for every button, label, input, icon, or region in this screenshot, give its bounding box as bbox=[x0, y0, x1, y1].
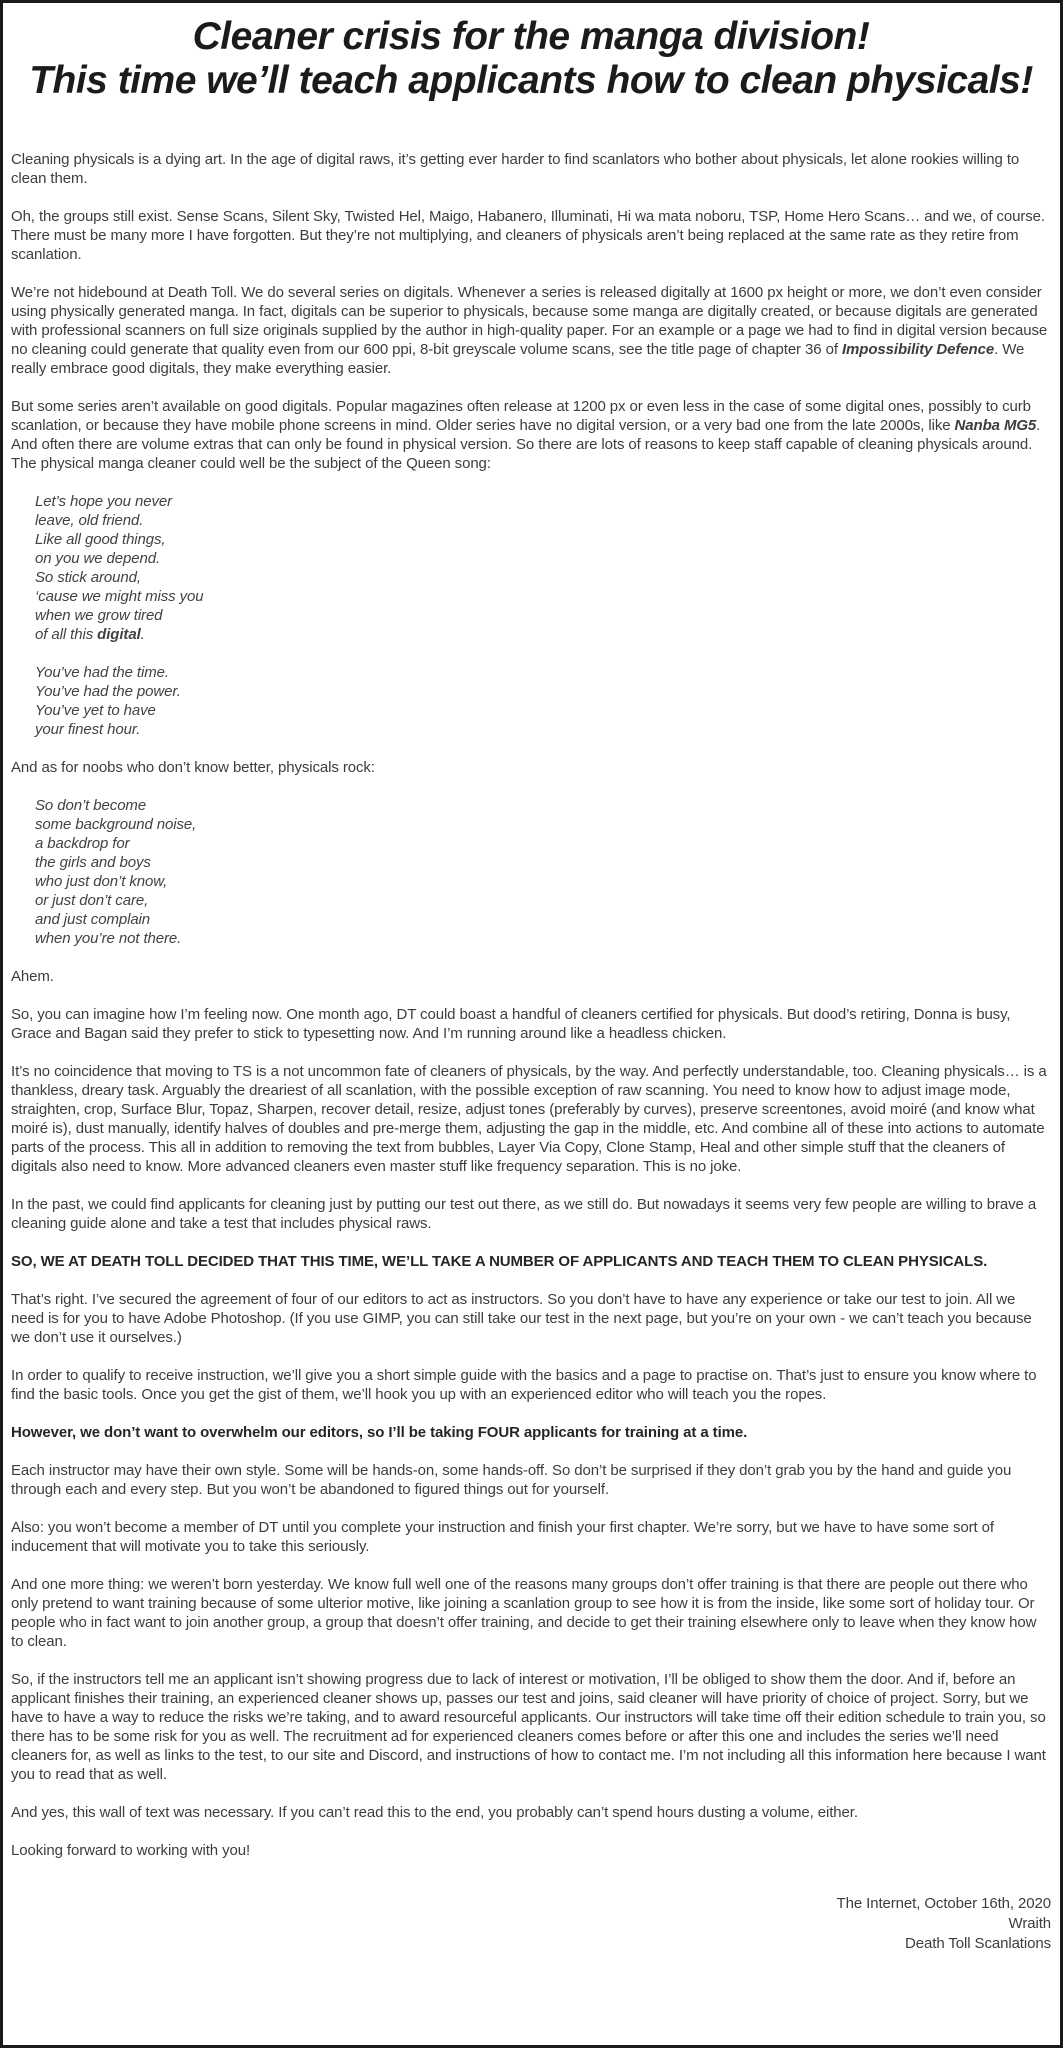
text-segment: Looking forward to working with you! bbox=[11, 1842, 251, 1860]
text-segment: Impossibility Defence bbox=[841, 341, 995, 359]
text-segment: and just complain bbox=[35, 911, 151, 929]
text-segment: It’s no coincidence that moving to TS is a not uncommon fate of cleaners of physicals, by the way. And perfectly understandable, too. Cleaning physicals… is a thankless, dreary task. Arguably the dreariest of all scanlation, with the possible exception of raw scanning. You need to know how to adjust image mode, straighten, crop, Surface Blur, Topaz, Sharpen, recover detail, resize, adjust tones (preferably by curves), preserve screentones, avoid moiré (and know what moiré is), dust manually, identify halves of doubles and pre-merge them, adjusting the gap in the middle, etc. And combine all of these into actions to automate parts of the process. This all in addition to removing the text from bubbles, Layer Via Copy, Clone Stamp, Heal and other simple stuff that the cleaners of digitals also need to know. More advanced cleaners even master stuff like frequency separation. This is no joke. bbox=[11, 1063, 1047, 1176]
paragraph-10 bbox=[11, 1252, 1051, 1271]
signature-group: Death Toll Scanlations bbox=[905, 1935, 1051, 1953]
text-segment: . We really embrace good digitals, they make everything easier. bbox=[11, 341, 1025, 378]
text-segment: SO, WE AT DEATH TOLL DECIDED THAT THIS TIME, WE’LL TAKE A NUMBER OF APPLICANTS AND TEACH THEM TO CLEAN PHYSICALS. bbox=[11, 1253, 988, 1271]
text-segment: digital bbox=[97, 626, 141, 644]
signature-author: Wraith bbox=[1008, 1915, 1051, 1933]
text-segment: ‘cause we might miss you bbox=[35, 588, 204, 606]
text-segment: on you we depend. bbox=[35, 550, 161, 568]
text-segment: who just don’t know, bbox=[35, 873, 168, 891]
paragraph-16 bbox=[11, 1575, 1051, 1651]
lyric-line bbox=[35, 910, 1051, 929]
text-segment: You’ve had the power. bbox=[35, 683, 181, 701]
paragraph-14 bbox=[11, 1461, 1051, 1499]
text-segment: You’ve had the time. bbox=[35, 664, 169, 682]
text-segment: . And often there are volume extras that can only be found in physical version. So there are lots of reasons to keep staff capable of cleaning physicals around. The physical manga cleaner could well be the subject of the Queen song: bbox=[11, 417, 1041, 473]
text-segment: or just don’t care, bbox=[35, 892, 149, 910]
text-segment: So, you can imagine how I’m feeling now. One month ago, DT could boast a handful of cleaners certified for physicals. But dood’s retiring, Donna is busy, Grace and Bagan said they prefer to stick to typesetting now. And I’m running around like a headless chicken. bbox=[11, 1006, 1011, 1043]
text-segment: In the past, we could find applicants for cleaning just by putting our test out there, as we still do. But nowadays it seems very few people are willing to brave a cleaning guide alone and take a test that includes physical raws. bbox=[11, 1196, 1037, 1233]
signature-date: The Internet, October 16th, 2020 bbox=[836, 1895, 1051, 1913]
text-segment: Cleaning physicals is a dying art. In the age of digital raws, it’s getting ever harder to find scanlators who bother about physicals, let alone rookies willing to clean them. bbox=[11, 151, 1020, 188]
text-segment: leave, old friend. bbox=[35, 512, 144, 530]
text-segment: Ahem. bbox=[11, 968, 54, 986]
page-title-line2: This time we’ll teach applicants how to clean physicals! bbox=[29, 58, 1033, 102]
lyric-line bbox=[35, 701, 1051, 720]
paragraph-8 bbox=[11, 1062, 1051, 1176]
paragraph-11 bbox=[11, 1290, 1051, 1347]
page-title-line1: Cleaner crisis for the manga division! bbox=[192, 15, 870, 58]
text-segment: We’re not hidebound at Death Toll. We do several series on digitals. Whenever a series is released digitally at 1600 px height or more, we don’t even consider using physically generated manga. In fact, digitals can be superior to physicals, because some manga are digitally created, or because digitals are generated with professional scanners on full size originals supplied by the author in high-quality paper. For an example or a page we had to find in digital version because no cleaning could generate that quality even from our 600 ppi, 8-bit greyscale volume scans, see the title page of chapter 36 of bbox=[11, 284, 1048, 359]
text-segment: a backdrop for bbox=[35, 835, 130, 853]
lyric-line bbox=[35, 834, 1051, 853]
lyric-line bbox=[35, 929, 1051, 948]
text-segment: But some series aren’t available on good digitals. Popular magazines often release at 1200 px or even less in the case of some digital ones, possibly to curb scanlation, or because they have mobile phone screens in mind. Older series have no digital version, or a very bad one from the late 2000s, like bbox=[11, 398, 1031, 435]
text-segment: Each instructor may have their own style. Some will be hands-on, some hands-off. So don’t be surprised if they don’t grab you by the hand and guide you through each and every step. But you won’t be abandoned to figured things out for yourself. bbox=[11, 1462, 1012, 1499]
text-segment: Like all good things, bbox=[35, 531, 166, 549]
paragraph-12 bbox=[11, 1366, 1051, 1404]
lyric-line bbox=[35, 891, 1051, 910]
text-segment: You’ve yet to have bbox=[35, 702, 156, 720]
lyrics-stanza-2 bbox=[11, 663, 1051, 739]
paragraph-1 bbox=[11, 150, 1051, 188]
lyric-line bbox=[35, 682, 1051, 701]
lyric-line bbox=[35, 872, 1051, 891]
text-segment: And yes, this wall of text was necessary. If you can’t read this to the end, you probably can’t spend hours dusting a volume, either. bbox=[11, 1804, 858, 1822]
text-segment: Oh, the groups still exist. Sense Scans, Silent Sky, Twisted Hel, Maigo, Habanero, Illuminati, Hi wa mata noboru, TSP, Home Hero Scans… and we, of course. There must be many more I have forgotten. But they’re not multiplying, and cleaners of physicals aren’t being replaced at the same rate as they retire from scanlation. bbox=[11, 208, 1045, 264]
text-segment: when we grow tired bbox=[35, 607, 163, 625]
text-segment: . bbox=[140, 626, 145, 644]
paragraph-19 bbox=[11, 1841, 1051, 1860]
lyric-line bbox=[35, 815, 1051, 834]
text-segment: Also: you won’t become a member of DT until you complete your instruction and finish your first chapter. We’re sorry, but we have to have some sort of inducement that will motivate you to take this seriously. bbox=[11, 1519, 994, 1556]
text-segment: In order to qualify to receive instruction, we’ll give you a short simple guide with the basics and a page to practise on. That’s just to ensure you know where to find the basic tools. Once you get the gist of them, we’ll hook you up with an experienced editor who will teach you the ropes. bbox=[11, 1367, 1037, 1404]
lyrics-stanza-3 bbox=[11, 796, 1051, 948]
paragraph-9 bbox=[11, 1195, 1051, 1233]
text-segment: when you’re not there. bbox=[35, 930, 182, 948]
lyric-line bbox=[35, 492, 1051, 511]
paragraph-17 bbox=[11, 1670, 1051, 1784]
lyric-line bbox=[35, 796, 1051, 815]
text-segment: So don’t become bbox=[35, 797, 147, 815]
paragraph-15 bbox=[11, 1518, 1051, 1556]
text-segment: your finest hour. bbox=[35, 721, 141, 739]
text-segment: So stick around, bbox=[35, 569, 141, 587]
lyric-line bbox=[35, 720, 1051, 739]
document-body bbox=[11, 150, 1051, 1860]
lyric-line bbox=[35, 511, 1051, 530]
text-segment: of all this bbox=[35, 626, 98, 644]
text-segment: However, we don’t want to overwhelm our editors, so I’ll be taking FOUR applicants for training at a time. bbox=[11, 1424, 748, 1442]
text-segment: So, if the instructors tell me an applicant isn’t showing progress due to lack of interest or motivation, I’ll be obliged to show them the door. And if, before an applicant finishes their training, an experienced cleaner shows up, passes our test and joins, said cleaner will have priority of choice of project. Sorry, but we have to have a way to reduce the risks we’re taking, and to award resourceful applicants. Our instructors will take time off their edition schedule to train you, so there has to be some risk for you as well. The recruitment ad for experienced cleaners comes before or after this one and includes the series we’ll need cleaners for, as well as links to the test, to our site and Discord, and instructions of how to contact me. I’m not including all this information here because I want you to read that as well. bbox=[11, 1671, 1046, 1784]
paragraph-5 bbox=[11, 758, 1051, 777]
lyric-line bbox=[35, 530, 1051, 549]
lyric-line bbox=[35, 549, 1051, 568]
text-segment: And as for noobs who don’t know better, physicals rock: bbox=[11, 759, 375, 777]
lyric-line bbox=[35, 587, 1051, 606]
text-segment: Let’s hope you never bbox=[35, 493, 172, 511]
lyric-line bbox=[35, 663, 1051, 682]
text-segment: the girls and boys bbox=[35, 854, 151, 872]
paragraph-3 bbox=[11, 283, 1051, 378]
text-segment: And one more thing: we weren’t born yesterday. We know full well one of the reasons many groups don’t offer training is that there are people out there who only pretend to want training because of some ulterior motive, like joining a scanlation group to see how it is from the inside, like some sort of holiday tour. Or people who in fact want to join another group, a group that doesn’t offer training, and decide to get their training elsewhere only to leave when they know how to clean. bbox=[11, 1576, 1037, 1651]
paragraph-7 bbox=[11, 1005, 1051, 1043]
page-title bbox=[11, 15, 1051, 102]
lyric-line bbox=[35, 606, 1051, 625]
signature-block bbox=[11, 1894, 1051, 1954]
paragraph-6 bbox=[11, 967, 1051, 986]
paragraph-2 bbox=[11, 207, 1051, 264]
paragraph-13 bbox=[11, 1423, 1051, 1442]
lyric-line bbox=[35, 853, 1051, 872]
lyric-line bbox=[35, 568, 1051, 587]
lyrics-stanza-1 bbox=[11, 492, 1051, 644]
paragraph-18 bbox=[11, 1803, 1051, 1822]
text-segment: That’s right. I’ve secured the agreement of four of our editors to act as instructors. So you don’t have to have any experience or take our test to join. All we need is for you to have Adobe Photoshop. (If you use GIMP, you can still take our test in the next page, but you’re on your own - we can’t teach you because we don’t use it ourselves.) bbox=[11, 1291, 1032, 1347]
paragraph-4 bbox=[11, 397, 1051, 473]
text-segment: Nanba MG5 bbox=[954, 417, 1037, 435]
text-segment: some background noise, bbox=[35, 816, 197, 834]
lyric-line bbox=[35, 625, 1051, 644]
